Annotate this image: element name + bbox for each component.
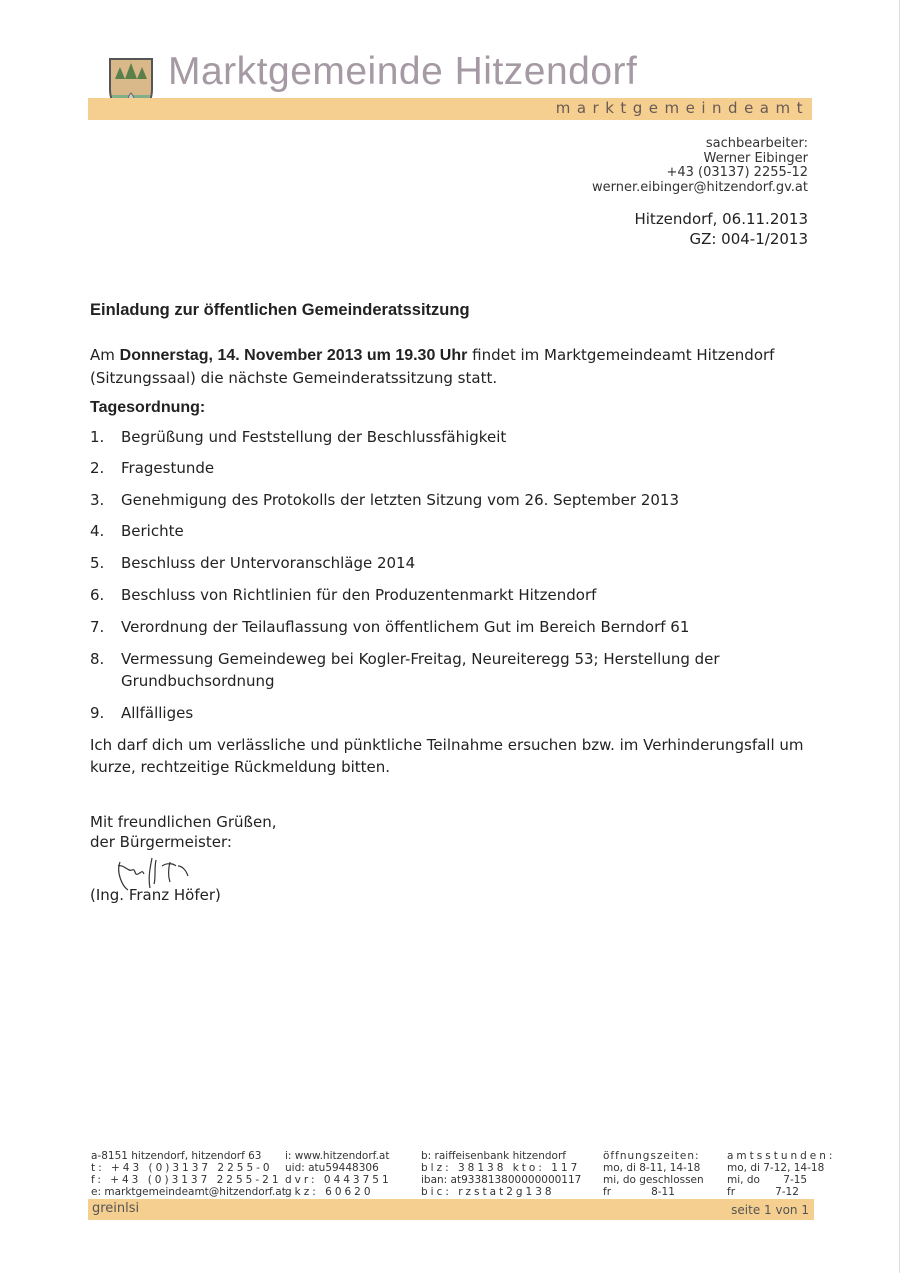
contact-email[interactable]: werner.eibinger@hitzendorf.gv.at <box>591 179 808 195</box>
date-line: Hitzendorf, 06.11.2013 <box>634 210 808 228</box>
agenda-item <box>90 648 811 692</box>
footer-line: gkz: 60620 <box>285 1186 374 1198</box>
date-block <box>634 209 808 249</box>
agenda-number: 9. <box>90 704 105 722</box>
footer-line: mi, do geschlossen <box>603 1174 704 1186</box>
intro-pre: Am <box>90 346 120 364</box>
agenda-text: Verordnung der Teilauflassung von öffentlichem Gut im Bereich Berndorf 61 <box>121 618 690 636</box>
agenda-text: Beschluss der Untervoranschläge 2014 <box>121 554 416 572</box>
intro-post: findet im Marktgemeindeamt Hitzendorf (Sitzungssaal) die nächste Gemeinderatssitzung statt. <box>90 346 775 387</box>
intro-paragraph <box>90 344 814 389</box>
closing-paragraph: Ich darf dich um verlässliche und pünktliche Teilnahme ersuchen bzw. im Verhinderungsfall um kurze, rechtzeitige Rückmeldung bitten. <box>90 736 804 776</box>
agenda-text: Begrüßung und Feststellung der Beschlussfähigkeit <box>121 428 507 446</box>
footer-ids <box>285 1150 392 1198</box>
footer-line: uid: atu59448306 <box>285 1162 379 1174</box>
footer-line: mo, di 8-11, 14-18 <box>603 1162 701 1174</box>
footer-line: a-8151 hitzendorf, hitzendorf 63 <box>91 1150 262 1162</box>
office-subtitle: marktgemeindeamt <box>555 99 809 117</box>
agenda-number: 8. <box>90 650 105 668</box>
agenda-number: 1. <box>90 428 105 446</box>
agenda-title: Tagesordnung: <box>90 399 206 416</box>
reference-number: GZ: 004-1/2013 <box>689 230 808 248</box>
footer-email[interactable]: e: marktgemeindeamt@hitzendorf.at <box>91 1186 286 1198</box>
footer-opening-hours <box>603 1150 704 1198</box>
agenda-text: Fragestunde <box>121 459 215 477</box>
agenda-item <box>90 520 811 542</box>
agenda-text: Beschluss von Richtlinien für den Produzentenmarkt Hitzendorf <box>121 586 597 604</box>
agenda-number: 7. <box>90 618 105 636</box>
agenda-number: 5. <box>90 554 105 572</box>
footer-line: mi, do 7-15 <box>727 1174 808 1186</box>
agenda-text: Vermessung Gemeindeweg bei Kogler-Freitag, Neureiteregg 53; Herstellung der Grundbuchsordnung <box>121 650 720 690</box>
municipality-title: Marktgemeinde Hitzendorf <box>168 50 638 93</box>
agenda-number: 4. <box>90 522 105 540</box>
agenda-text: Allfälliges <box>121 704 194 722</box>
footer-line: fr 8-11 <box>603 1186 675 1198</box>
agenda-number: 3. <box>90 491 105 509</box>
agenda-text: Genehmigung des Protokolls der letzten Sitzung vom 26. September 2013 <box>121 491 680 509</box>
footer-band <box>88 1199 814 1220</box>
agenda-item <box>90 457 811 479</box>
footer-line: öffnungszeiten: <box>603 1150 700 1162</box>
footer-address <box>91 1150 286 1198</box>
footer-office-hours <box>727 1150 835 1198</box>
contact-block <box>592 137 808 195</box>
footer-line: bic: rzstat2g138 <box>421 1186 555 1198</box>
intro-date: Donnerstag, 14. November 2013 um 19.30 Uhr <box>119 347 468 364</box>
footer-line: b: raiffeisenbank hitzendorf <box>421 1150 566 1162</box>
footer-website[interactable]: i: www.hitzendorf.at <box>285 1150 390 1162</box>
agenda-number: 2. <box>90 459 105 477</box>
signer-name: (Ing. Franz Höfer) <box>90 886 221 904</box>
footer-line: iban: at933813800000000117 <box>421 1174 582 1186</box>
agenda-item <box>90 552 811 574</box>
footer-line: fr 7-12 <box>727 1186 799 1198</box>
agenda-item <box>90 584 811 606</box>
agenda-item <box>90 616 811 638</box>
footer-line: blz: 38138 kto: 117 <box>421 1162 581 1174</box>
contact-name: Werner Eibinger <box>703 150 808 166</box>
signature-block <box>90 812 814 852</box>
agenda-item <box>90 702 811 724</box>
footer-line: mo, di 7-12, 14-18 <box>727 1162 825 1174</box>
footer-line: f: +43 (0)3137 2255-21 <box>91 1174 282 1186</box>
footer-bank <box>421 1150 581 1198</box>
footer-line: dvr: 0443751 <box>285 1174 392 1186</box>
footer-line: t: +43 (0)3137 2255-0 <box>91 1162 273 1174</box>
contact-label: sachbearbeiter: <box>705 136 808 151</box>
contact-phone: +43 (03137) 2255-12 <box>666 165 808 180</box>
letter-heading: Einladung zur öffentlichen Gemeinderatssitzung <box>90 301 470 319</box>
agenda-text: Berichte <box>121 522 184 540</box>
agenda-number: 6. <box>90 586 105 604</box>
footer-line: amtsstunden: <box>727 1150 836 1162</box>
agenda-item <box>90 426 811 448</box>
page-number: seite 1 von 1 <box>731 1203 809 1217</box>
signer-role: der Bürgermeister: <box>90 833 232 851</box>
greeting: Mit freundlichen Grüßen, <box>90 813 277 831</box>
agenda-item <box>90 489 811 511</box>
author-initials: greinlsi <box>92 1201 140 1216</box>
